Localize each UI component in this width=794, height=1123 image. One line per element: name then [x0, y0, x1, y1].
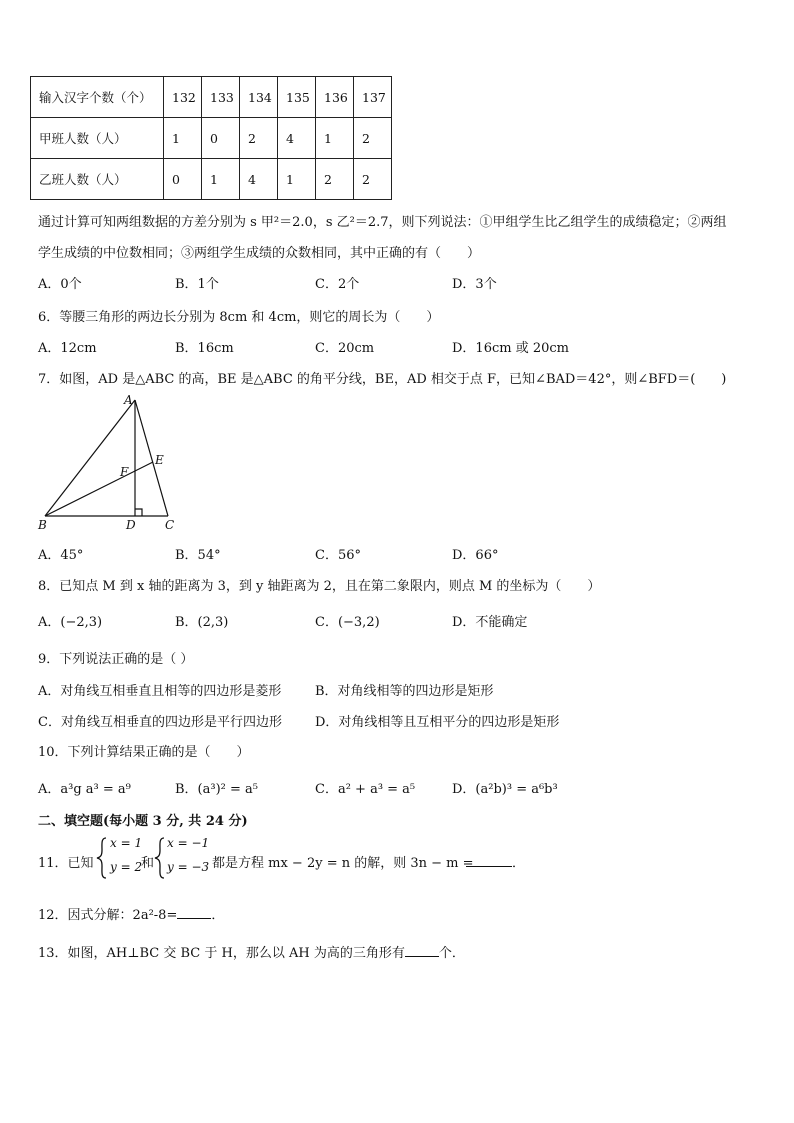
q13-line	[38, 942, 465, 961]
q11-system-2-eq1: x = −1	[167, 836, 210, 850]
q11-brace-1	[95, 836, 109, 880]
table-row	[31, 159, 392, 200]
table-row	[31, 118, 392, 159]
table-cell: 134	[240, 77, 278, 118]
q13-answer-blank[interactable]	[405, 942, 439, 957]
q9-stem: 9．下列说法正确的是（ ）	[38, 652, 194, 667]
q8-stem: 8．已知点 M 到 x 轴的距离为 3，到 y 轴距离为 2，且在第二象限内，则点 M 的坐标为（ ）	[38, 579, 601, 594]
q7-option-b: B．54°	[175, 548, 221, 563]
segment-ab	[45, 400, 135, 516]
q6-stem: 6．等腰三角形的两边长分别为 8cm 和 4cm，则它的周长为（ ）	[38, 310, 440, 325]
table-cell: 133	[202, 77, 240, 118]
table-cell: 132	[164, 77, 202, 118]
q11-answer-row	[466, 852, 525, 871]
q9-option-d: D．对角线相等且互相平分的四边形是矩形	[315, 715, 560, 730]
q7-option-a: A．45°	[38, 548, 84, 563]
table-cell: 输入汉字个数（个）	[31, 77, 164, 118]
table-header-row	[31, 77, 392, 118]
q11-and: 和	[141, 856, 155, 871]
table-cell: 1	[202, 159, 240, 200]
section-title: 二、填空题(每小题 3 分, 共 24 分)	[38, 814, 248, 829]
q12-end: ．	[211, 908, 225, 923]
q7-option-d: D．66°	[452, 548, 499, 563]
point-label-e: E	[155, 453, 164, 467]
q10-option-c: C．a² + a³ = a⁵	[315, 782, 416, 797]
q8-option-c: C．(−3,2)	[315, 615, 380, 630]
q11-end: ．	[512, 856, 526, 871]
q5-option-b: B．1个	[175, 277, 219, 292]
table-cell: 乙班人数（人）	[31, 159, 164, 200]
q10-option-b: B．(a³)² = a⁵	[175, 782, 258, 797]
q10-option-a: A．a³g a³ = a⁹	[38, 782, 131, 797]
q8-option-b: B．(2,3)	[175, 615, 229, 630]
data-table	[30, 76, 392, 200]
table-cell: 137	[354, 77, 392, 118]
table-cell: 136	[316, 77, 354, 118]
q5-option-d: D．3个	[452, 277, 497, 292]
right-angle-mark	[135, 509, 142, 516]
q6-option-c: C．20cm	[315, 341, 375, 356]
q9-option-c: C．对角线互相垂直的四边形是平行四边形	[38, 715, 282, 730]
q11-system-1-eq2: y = 2	[110, 860, 143, 874]
q10-option-d: D．(a²b)³ = a⁶b³	[452, 782, 558, 797]
table-cell: 2	[354, 159, 392, 200]
table-cell: 0	[164, 159, 202, 200]
q11-prefix: 11．已知	[38, 856, 94, 871]
q6-option-a: A．12cm	[38, 341, 97, 356]
table-cell: 135	[278, 77, 316, 118]
q11-system-1-eq1: x = 1	[110, 836, 143, 850]
table-cell: 1	[278, 159, 316, 200]
q8-option-a: A．(−2,3)	[38, 615, 103, 630]
q5-option-a: A．0个	[38, 277, 82, 292]
table-cell: 2	[354, 118, 392, 159]
q5-text-line1: 通过计算可知两组数据的方差分别为 s 甲²＝2.0，s 乙²＝2.7，则下列说法：①甲组学生比乙组学生的成绩稳定；②两组	[38, 215, 727, 230]
q6-option-d: D．16cm 或 20cm	[452, 341, 569, 356]
table-cell: 甲班人数（人）	[31, 118, 164, 159]
table-cell: 2	[316, 159, 354, 200]
q12-prefix: 12．因式分解：2a²-8=	[38, 908, 178, 923]
point-label-a: A	[124, 393, 133, 407]
q8-option-d: D．不能确定	[452, 615, 528, 630]
q7-triangle-figure	[30, 388, 190, 533]
q11-system-2-eq2: y = −3	[167, 860, 210, 874]
q6-option-b: B．16cm	[175, 341, 234, 356]
q11-suffix: 都是方程 mx − 2y = n 的解，则 3n − m =	[212, 856, 474, 871]
point-label-d: D	[126, 518, 136, 532]
segment-be	[45, 462, 153, 516]
table-cell: 4	[278, 118, 316, 159]
q10-stem: 10．下列计算结果正确的是（ ）	[38, 745, 250, 760]
q7-stem: 7．如图，AD 是△ABC 的高，BE 是△ABC 的角平分线，BE，AD 相交于点 F，已知∠BAD＝42°，则∠BFD＝( )	[38, 372, 727, 387]
table-cell: 0	[202, 118, 240, 159]
table-cell: 2	[240, 118, 278, 159]
q7-option-c: C．56°	[315, 548, 361, 563]
q5-text-line2: 学生成绩的中位数相同；③两组学生成绩的众数相同，其中正确的有（ ）	[38, 246, 481, 261]
q12-answer-blank[interactable]	[177, 904, 211, 919]
q13-prefix: 13．如图，AH⊥BC 交 BC 于 H，那么以 AH 为高的三角形有	[38, 946, 405, 961]
q9-option-a: A．对角线互相垂直且相等的四边形是菱形	[38, 684, 282, 699]
q11-brace-2	[153, 836, 167, 880]
q11-answer-blank[interactable]	[466, 852, 512, 867]
q13-end: 个．	[438, 946, 465, 961]
table-cell: 4	[240, 159, 278, 200]
point-label-c: C	[165, 518, 175, 532]
point-label-f: F	[120, 465, 129, 479]
table-cell: 1	[316, 118, 354, 159]
point-label-b: B	[38, 518, 47, 532]
q9-option-b: B．对角线相等的四边形是矩形	[315, 684, 494, 699]
q5-option-c: C．2个	[315, 277, 360, 292]
q12-line	[38, 904, 224, 923]
table-cell: 1	[164, 118, 202, 159]
